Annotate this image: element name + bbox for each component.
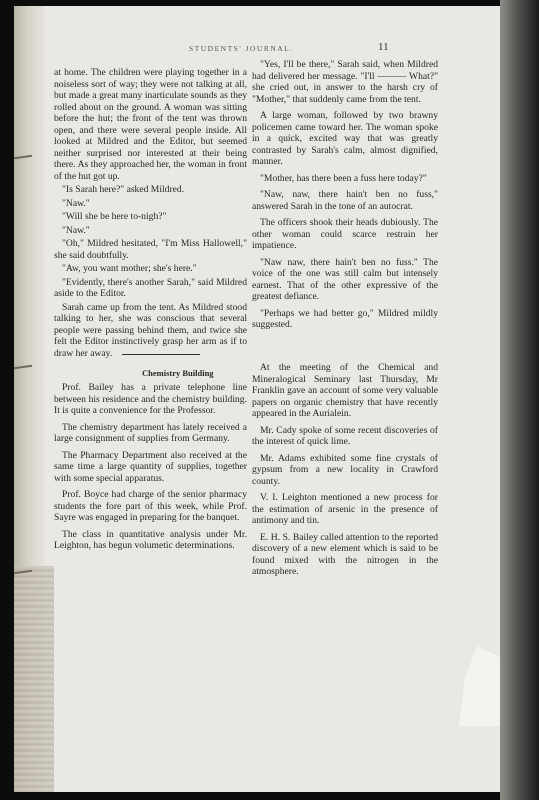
paragraph: "Naw naw, there hain't ben no fuss." The voice of the one was still calm but intensely earnest. That of the other expressive of the greatest defiance. [252,256,438,302]
paragraph: "Will she be here to-nigh?" [62,211,167,222]
paragraph: "Naw." [62,197,90,209]
paragraph: The chemistry department has lately received a large consignment of supplies from Germany. [54,421,247,444]
paragraph: "Oh," Mildred hesitated, "I'm Miss Hallowell," she said doubtfully. [54,238,247,261]
paragraph: "Mother, has there been a fuss here today?" [260,172,427,184]
paragraph: Prof. Bailey has a private telephone line between his residence and the chemistry building. It is quite a convenience for the Professor. [54,382,247,416]
paragraph: "Yes, I'll be there," Sarah said, when Mildred had delivered her message. "I'll ——— What?" she cried out, in answer to the harsh cry of "Mother," that suddenly came from the tent. [252,59,438,105]
running-header: STUDENTS' JOURNAL. [189,44,294,53]
paragraph: The class in quantitative analysis under Mr. Leighton, has begun volumetic determinations. [54,528,247,551]
section-title: Chemistry Building [142,368,214,378]
story-left-column [54,67,247,361]
paragraph: "Naw." [62,224,90,236]
paragraph: "Perhaps we had better go," Mildred mildly suggested. [252,307,438,330]
paragraph: Mr. Adams exhibited some fine crystals of gypsum from a new locality in Crawford county. [252,452,438,487]
paragraph: The officers shook their heads dubiously. The other woman could scarce restrain her impatience. [252,217,438,251]
paragraph: A large woman, followed by two brawny policemen came toward her. The woman spoke in a quick, excited way that was greatly contrasted by Sarah's calm, almost dignified, manner. [252,110,438,167]
page-stack-edge [500,0,539,800]
paragraph: "Aw, you want mother; she's here." [62,263,197,274]
paragraph: at home. The children were playing together in a noiseless sort of way; they were not talking at all, but made a great many inarticulate sounds as they rolled about on the ground. A woman was sitting before the hut; the front of the tent was thrown open, and there were several people inside. All looked at Mildred and the Editor, but seemed neither surprised nor interested at their being there. As they approached her, the woman in front of the hut got up. [54,67,247,182]
story-right-column [252,59,438,333]
chemistry-right-column [252,362,438,580]
paragraph: V. I. Leighton mentioned a new process for the estimation of arsenic in the presence of antimony and tin. [252,492,438,526]
paragraph: "Evidently, there's another Sarah," said Mildred aside to the Editor. [54,276,247,299]
page-number: 11 [378,41,389,53]
paragraph: "Is Sarah here?" asked Mildred. [62,184,185,195]
paragraph: E. H. S. Bailey called attention to the reported discovery of a new element which is said to be found mixed with the nitrogen in the atmosphere. [252,531,438,577]
paragraph: Sarah came up from the tent. As Mildred stood talking to her, she was conscious that several people were passing behind them, and twice she felt the Editor instinctively grasp her arm as if to draw her away. [54,301,247,359]
torn-binding [14,566,54,792]
section-divider [122,354,200,355]
journal-page [14,6,500,792]
paragraph: Mr. Cady spoke of some recent discoveries of the interest of quick lime. [252,424,438,447]
paragraph: At the meeting of the Chemical and Mineralogical Seminary last Thursday, Mr Franklin gave an account of some very valuable papers on organic chemistry that have recently appeared in the Aurialein. [252,362,438,419]
folded-page-corner [459,646,500,726]
paragraph: "Naw, naw, there hain't ben no fuss," answered Sarah in the tone of an autocrat. [252,189,438,212]
paragraph: The Pharmacy Department also received at the same time a large quantity of supplies, together with some special apparatus. [54,449,247,484]
paragraph: Prof. Boyce had charge of the senior pharmacy students the fore part of this week, while Prof. Sayre was engaged in preparing for the banquet. [54,489,247,523]
chemistry-left-column [54,382,247,554]
